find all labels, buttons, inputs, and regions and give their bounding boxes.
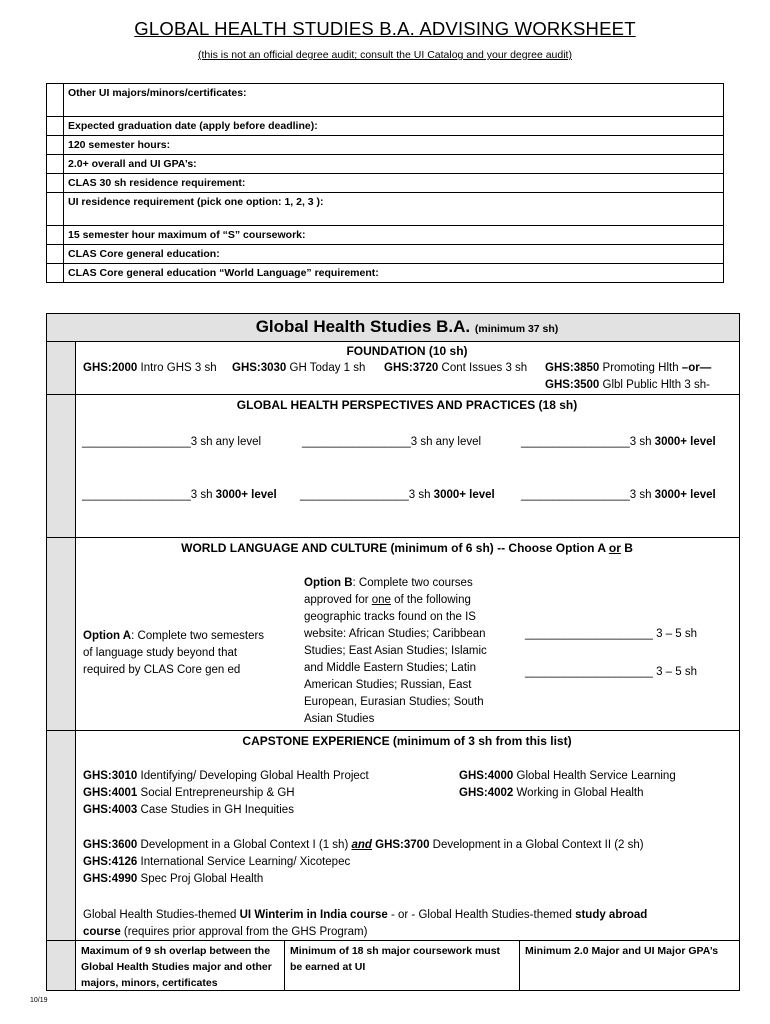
requirement-row[interactable]: Other UI majors/minors/certificates: [64,84,724,117]
capstone-course[interactable]: GHS:4000 Global Health Service Learning [459,770,676,782]
perspectives-heading: GLOBAL HEALTH PERSPECTIVES AND PRACTICES (18 sh) [236,398,578,412]
minimum-coursework-note: Minimum of 18 sh major coursework must be earned at UI [284,941,519,990]
major-minimum: (minimum 37 sh) [474,323,559,335]
course-ghs3720[interactable]: GHS:3720 Cont Issues 3 sh [384,362,528,374]
footer-notes [46,940,740,991]
elective-blank[interactable]: _________________3 sh any level [82,436,262,448]
capstone-course[interactable]: GHS:4001 Social Entrepreneurship & GH [83,787,295,799]
requirement-row[interactable]: 2.0+ overall and UI GPA’s: [64,155,724,174]
capstone-section [46,730,740,941]
foundation-heading: FOUNDATION (10 sh) [346,344,468,358]
elective-blank[interactable]: _________________3 sh 3000+ level [82,489,277,501]
requirement-row[interactable]: CLAS Core general education “World Language” requirement: [64,264,724,283]
capstone-themed-option: Global Health Studies-themed UI Winterim in India course - or - Global Health Studies-themed study abroad [83,909,648,921]
capstone-course[interactable]: GHS:4002 Working in Global Health [459,787,644,799]
gpa-note: Minimum 2.0 Major and UI Major GPA’s [519,941,739,990]
language-blank[interactable]: ____________________ 3 – 5 sh [525,628,698,640]
language-blank[interactable]: ____________________ 3 – 5 sh [525,666,698,678]
requirement-row[interactable]: CLAS 30 sh residence requirement: [64,174,724,193]
elective-blank[interactable]: _________________3 sh 3000+ level [521,436,716,448]
page-subtitle: (this is not an official degree audit; consult the UI Catalog and your degree audit) [198,49,572,61]
course-ghs2000[interactable]: GHS:2000 Intro GHS 3 sh [83,362,217,374]
requirement-row[interactable]: UI residence requirement (pick one option: 1, 2, 3 ): [64,193,724,226]
perspectives-section [46,394,740,538]
capstone-course[interactable]: GHS:4003 Case Studies in GH Inequities [83,804,294,816]
course-ghs3850[interactable]: GHS:3850 Promoting Hlth –or— [545,362,712,374]
major-title: Global Health Studies B.A. [255,317,471,336]
option-b: Option B: Complete two courses approved for one of the following geographic tracks found on the IS website: African Studies; Caribbean Studies; East Asian Studies; Islamic and Middle Eastern Studies; Latin American Studies; Russian, East European, Eurasian Studies; South Asian Studies [304,577,487,725]
requirement-row[interactable]: 15 semester hour maximum of “S” coursework: [64,226,724,245]
requirement-row[interactable]: CLAS Core general education: [64,245,724,264]
major-title-section [46,313,740,342]
course-ghs3030[interactable]: GHS:3030 GH Today 1 sh [232,362,366,374]
capstone-course[interactable]: GHS:4990 Spec Proj Global Health [83,873,264,885]
general-requirements-table [46,83,724,283]
elective-blank[interactable]: _________________3 sh 3000+ level [300,489,495,501]
foundation-section [46,341,740,395]
revision-date: 10/19 [30,997,48,1004]
world-language-section [46,537,740,731]
elective-blank[interactable]: _________________3 sh any level [302,436,482,448]
requirement-row[interactable]: 120 semester hours: [64,136,724,155]
elective-blank[interactable]: _________________3 sh 3000+ level [521,489,716,501]
language-heading: WORLD LANGUAGE AND CULTURE (minimum of 6 sh) -- Choose Option A or B [181,541,633,555]
course-ghs3500[interactable]: GHS:3500 Glbl Public Hlth 3 sh- [545,379,710,391]
capstone-course[interactable]: GHS:4126 International Service Learning/ Xicotepec [83,856,351,868]
option-a: Option A: Complete two semesters of language study beyond that required by CLAS Core gen ed [83,630,265,676]
page-title: GLOBAL HEALTH STUDIES B.A. ADVISING WORKSHEET [134,18,636,39]
overlap-note: Maximum of 9 sh overlap between the Global Health Studies major and other majors, minors, certificates [75,941,284,990]
requirement-row[interactable]: Expected graduation date (apply before deadline): [64,117,724,136]
capstone-themed-option-cont: course (requires prior approval from the GHS Program) [83,926,368,938]
capstone-heading: CAPSTONE EXPERIENCE (minimum of 3 sh from this list) [242,734,572,748]
capstone-development-courses[interactable]: GHS:3600 Development in a Global Context I (1 sh) and GHS:3700 Development in a Global Context II (2 sh) [83,839,644,851]
capstone-course[interactable]: GHS:3010 Identifying/ Developing Global Health Project [83,770,369,782]
